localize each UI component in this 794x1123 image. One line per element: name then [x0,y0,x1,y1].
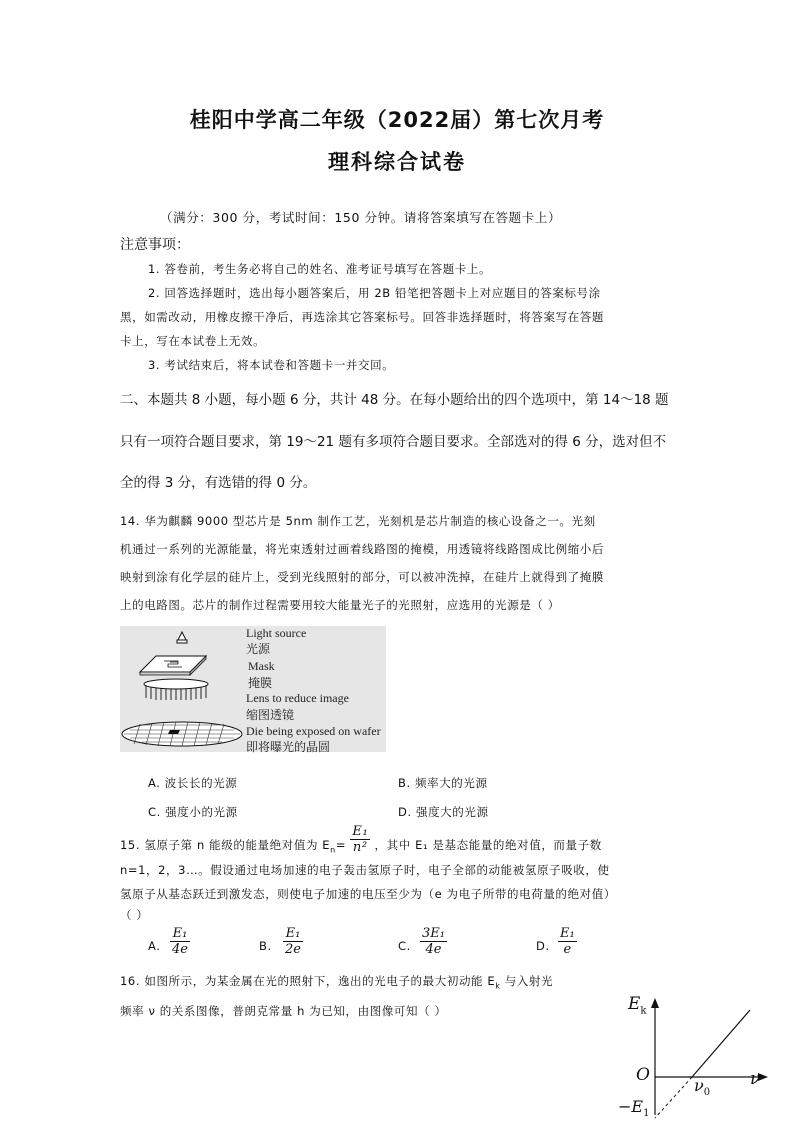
fig-lens-en: Lens to reduce image [246,691,349,705]
q15-line1-b: ，其中 E₁ 是基态能量的绝对值，而量子数 [374,838,602,852]
q15-option-d-frac [558,926,577,957]
lithography-diagram [120,626,246,752]
lithography-figure [120,626,386,752]
fig-lens-zh: 缩图透镜 [246,708,295,722]
note-item-2-line2: 黑，如需改动，用橡皮擦干净后，再选涂其它答案标号。回答非选择题时，将答案写在答题 [120,310,604,324]
fig-mask-zh: 掩膜 [248,676,273,690]
graph-nu0-main: ν [694,1076,704,1095]
q15-line1-a: 15. 氢原子第 n 能级的能量绝对值为 E [120,838,331,852]
q14-line1: 14. 华为麒麟 9000 型芯片是 5nm 制作工艺，光刻机是芯片制造的核心设备之一。光刻 [120,514,596,528]
q15-option-c-label: C. [398,939,411,953]
q15-d-num: E₁ [560,926,575,941]
graph-neg-e1-label [618,1097,649,1119]
fig-die-en: Die being exposed on wafer [246,724,381,738]
section2-line3: 全的得 3 分，有选错的得 0 分。 [120,475,317,491]
q15-eq: = [335,838,347,852]
exam-subtitle: 理科综合试卷 [328,150,466,174]
notes-heading: 注意事项： [120,237,190,253]
q16-line1-a: 16. 如图所示，为某金属在光的照射下，逸出的光电子的最大初动能 E [120,974,496,988]
q15-option-a-label: A. [148,939,161,953]
q15-option-a-frac [170,926,190,957]
fig-die-zh: 即将曝光的晶圆 [246,740,331,754]
q14-option-a: A. 波长长的光源 [148,776,238,790]
q15-a-num: E₁ [170,926,190,942]
q16-line2: 频率 ν 的关系图像，普朗克常量 h 为已知，由图像可知（ ） [120,1004,447,1018]
note-item-2-line3: 卡上，写在本试卷上无效。 [120,334,266,348]
graph-nu0-sub: 0 [703,1087,711,1099]
fig-mask-en: Mask [248,659,275,673]
q15-line1 [120,824,602,855]
q15-en-sub: n [330,845,336,855]
q15-c-num: 3E₁ [422,926,445,941]
note-item-2-line1: 2. 回答选择题时，选出每小题答案后，用 2B 铅笔把答题卡上对应题目的答案标号涂 [148,286,601,300]
q14-line4: 上的电路图。芯片的制作过程需要用较大能量光子的光照射，应选用的光源是（ ） [120,598,560,612]
q15-option-b-frac [283,926,303,957]
graph-y-sub: k [640,1005,647,1017]
graph-neg-e1-sub: 1 [643,1108,650,1120]
q15-b-den: 2e [285,942,301,957]
q15-option-b-label: B. [259,939,272,953]
note-item-3: 3. 考试结束后，将本试卷和答题卡一并交回。 [148,358,395,372]
q15-fraction [350,824,370,855]
section2-line1: 二、本题共 8 小题，每小题 6 分，共计 48 分。在每小题给出的四个选项中，第 14～18 题 [120,392,669,408]
q15-line3: 氢原子从基态跃迁到激发态，则使电子加速的电压至少为（e 为电子所带的电荷量的绝对值） [120,887,616,901]
q16-line1 [120,973,553,990]
q16-ek-sub: k [495,981,501,991]
exam-info: （满分：300 分，考试时间：150 分钟。请将答案填写在答题卡上） [160,210,562,225]
graph-nu0-label [694,1076,710,1098]
q15-line4: （ ） [120,908,149,922]
q16-line1-b: 与入射光 [500,974,554,988]
q14-option-c: C. 强度小的光源 [148,805,238,819]
q15-a-den: 4e [172,942,188,957]
q15-frac-num: E₁ [352,824,369,839]
q15-b-num: E₁ [283,926,303,942]
q15-frac-den: n² [352,840,368,855]
exam-title: 桂阳中学高二年级（2022届）第七次月考 [189,108,605,132]
fig-light-en: Light source [246,626,307,640]
section2-line2: 只有一项符合题目要求，第 19～21 题有多项符合题目要求。全部选对的得 6 分，选对但不 [120,434,667,450]
graph-y-main: E [628,994,641,1014]
graph-x-label: ν [750,1069,761,1089]
note-item-1: 1. 答卷前，考生务必将自己的姓名、准考证号填写在答题卡上。 [148,262,492,276]
q14-option-b: B. 频率大的光源 [398,776,488,790]
q14-line3: 映射到涂有化学层的硅片上，受到光线照射的部分，可以被冲洗掉，在硅片上就得到了掩膜 [120,570,604,584]
graph-origin: O [636,1065,650,1085]
q14-option-d: D. 强度大的光源 [398,805,489,819]
q15-c-den: 4e [425,942,442,957]
q16-graph [610,990,780,1120]
q15-line2: n=1，2，3…。假设通过电场加速的电子轰击氢原子时，电子全部的动能被氢原子吸收，使 [120,863,610,877]
graph-y-label [628,994,646,1016]
q15-d-den: e [563,942,572,957]
fig-light-zh: 光源 [246,642,271,656]
graph-neg-e1-main: −E [618,1097,644,1116]
q15-option-d-label: D. [536,939,550,953]
q14-line2: 机通过一系列的光源能量，将光束透射过画着线路图的掩模，用透镜将线路图成比例缩小后 [120,542,604,556]
q15-option-c-frac [420,926,447,957]
